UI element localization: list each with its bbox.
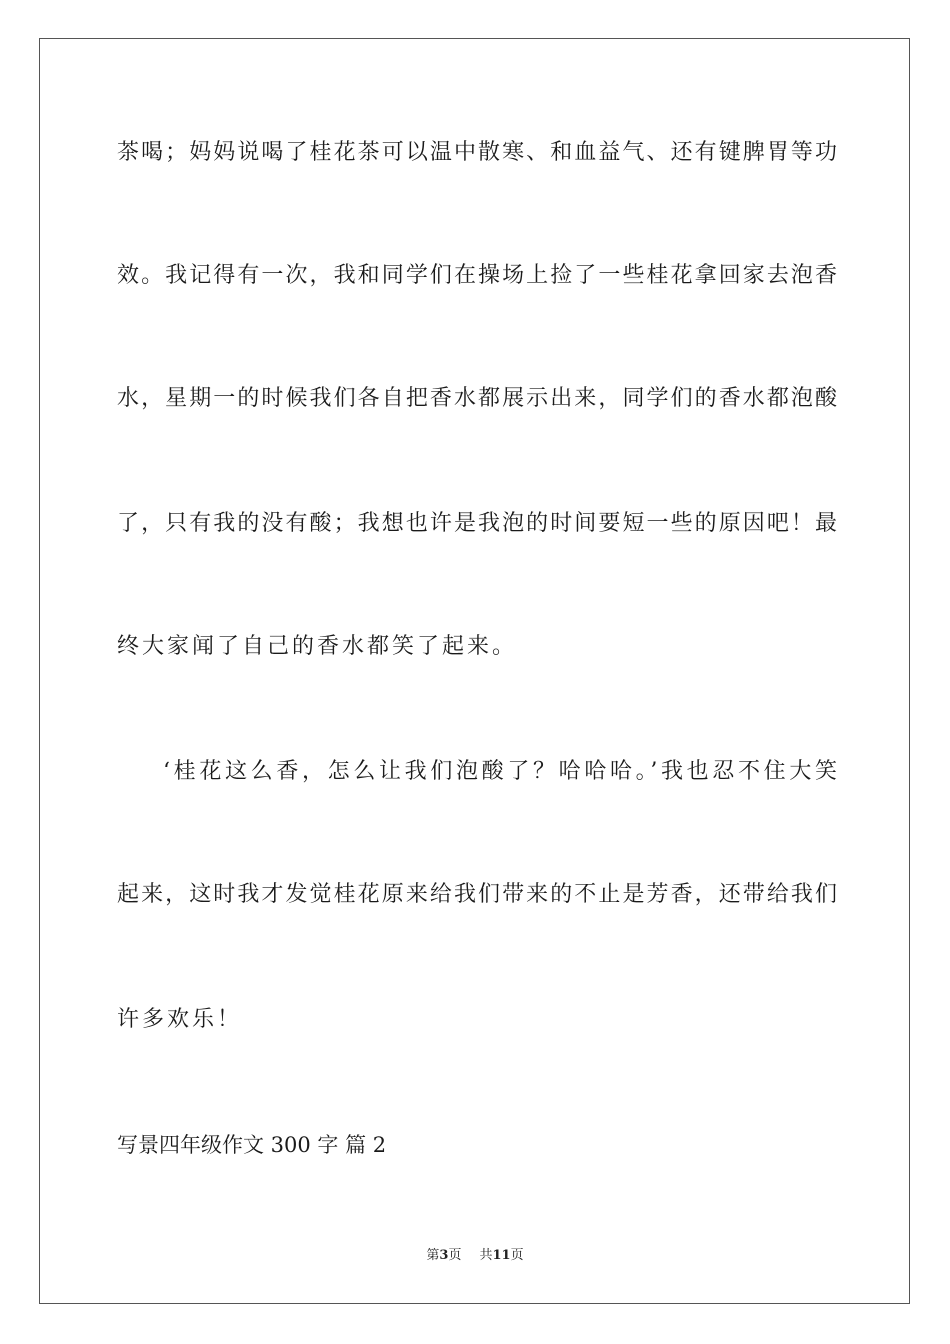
page-number: 3 [439, 1248, 449, 1263]
total-suffix: 页 [510, 1248, 524, 1263]
page-border [39, 38, 910, 1304]
paragraph-1-line-2: 效。我记得有一次，我和同学们在操场上捡了一些桂花拿回家去泡香 [117, 263, 837, 288]
paragraph-1-line-4: 了，只有我的没有酸；我想也许是我泡的时间要短一些的原因吧！最 [117, 511, 837, 536]
page-suffix: 页 [448, 1248, 462, 1263]
paragraph-1-line-5: 终大家闻了自己的香水都笑了起来。 [117, 634, 518, 659]
total-pages: 11 [492, 1248, 511, 1263]
paragraph-2-line-2: 起来，这时我才发觉桂花原来给我们带来的不止是芳香，还带给我们 [117, 882, 837, 907]
paragraph-2-line-3: 许多欢乐！ [117, 1007, 243, 1032]
page-footer [0, 1246, 950, 1266]
page-prefix: 第 [426, 1248, 440, 1263]
paragraph-1-line-3: 水，星期一的时候我们各自把香水都展示出来，同学们的香水都泡酸 [117, 386, 837, 411]
paragraph-2-line-1: ‘桂花这么香，怎么让我们泡酸了？哈哈哈。’我也忍不住大笑 [163, 759, 837, 784]
section-heading: 写景四年级作文 300 字 篇 2 [117, 1133, 387, 1157]
paragraph-1-line-1: 茶喝；妈妈说喝了桂花茶可以温中散寒、和血益气、还有键脾胃等功 [117, 140, 837, 165]
total-prefix: 共 [479, 1248, 493, 1263]
